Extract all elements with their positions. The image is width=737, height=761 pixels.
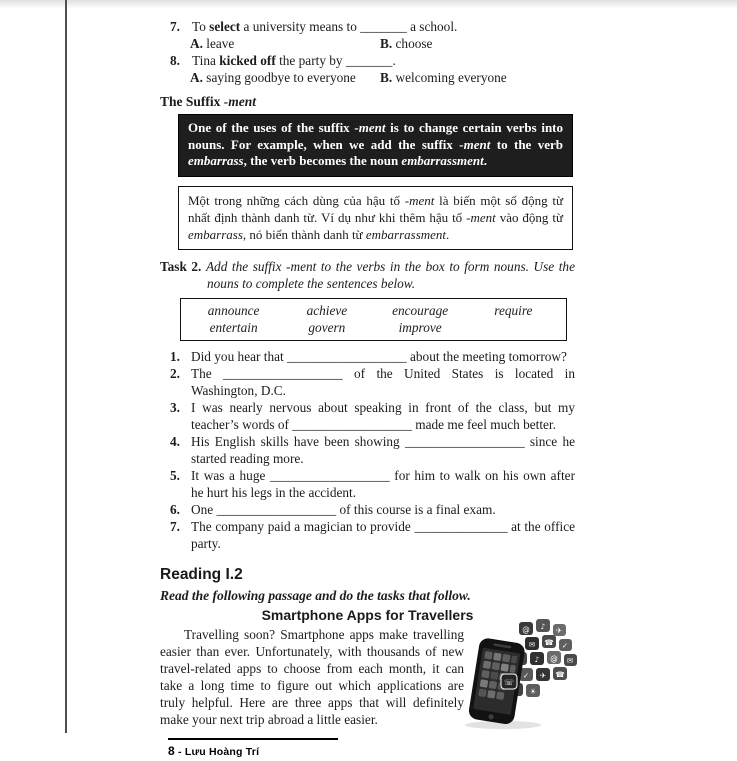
svg-text:☀: ☀ [529,686,537,696]
exercise-questions [160,18,575,86]
svg-text:✓: ✓ [561,640,569,650]
option-label: A. [190,70,203,85]
rule-box-english: One of the uses of the suffix -ment is to change certain verbs into nouns. For example, when we add the suffix -ment to the verb embarrass, the verb becomes the noun embarrassment. [178,114,573,177]
reading-heading: Reading I.2 [160,565,243,583]
reading-instruction: Read the following passage and do the tasks that follow. [160,587,471,603]
sentence-item [170,501,575,518]
sentence-number: 5. [170,467,180,483]
svg-text:@: @ [550,653,558,663]
sentence-item [170,399,575,433]
svg-text:✉: ✉ [528,639,536,649]
svg-text:✈: ✈ [555,625,563,635]
option-b [380,35,432,52]
option-text: welcoming everyone [395,70,507,85]
svg-text:☎: ☎ [555,669,565,679]
option-text: choose [395,36,433,51]
footer-author: Lưu Hoàng Trí [184,745,260,758]
task2-section [160,258,575,552]
question-number: 8. [170,53,180,68]
smartphone-apps-illustration [457,616,589,732]
sentence-item [170,518,575,552]
svg-text:@: @ [522,624,530,634]
rule-box-vietnamese: Một trong những cách dùng của hậu tố -ment là biến một số động từ nhất định thành danh từ. Ví dụ như khi thêm hậu tố -ment vào động từ embarrass, nó biến thành danh từ embarrassment. [178,186,573,250]
svg-text:✓: ✓ [522,670,530,680]
sentence-number: 4. [170,433,180,449]
question-8-options [160,69,575,86]
svg-text:✉: ✉ [566,655,574,665]
page-number: 8 [168,743,175,758]
sentence-text: I was nearly nervous about speaking in front of the class, but my teacher’s words of __________________ made me feel much better. [191,399,575,432]
question-number: 7. [170,19,180,34]
svg-text:♪: ♪ [534,654,540,664]
verb-word: govern [308,319,346,335]
sentence-item [170,467,575,501]
reading-section [160,566,575,728]
option-text: saying goodbye to everyone [206,70,356,85]
question-8 [170,52,575,69]
passage-container [160,621,575,728]
sentence-item [170,348,575,365]
page-footer [168,743,575,761]
suffix-heading: The Suffix -ment [160,94,257,109]
footer-separator: - [178,745,182,758]
verb-word: improve [398,319,442,335]
passage-title: Smartphone Apps for Travellers [261,606,474,623]
sentence-text: The company paid a magician to provide ______________ at the office party. [191,518,575,551]
option-label: B. [380,70,393,85]
sentence-number: 2. [170,365,180,381]
option-b [380,69,507,86]
verb-word: announce [207,302,260,318]
verb-word: achieve [306,302,348,318]
svg-text:☎: ☎ [544,637,554,647]
suffix-section [160,93,575,250]
sentence-text: It was a huge __________________ for him to walk on his own after he hurt his legs in the accident. [191,467,575,500]
verb-word: entertain [209,319,258,335]
question-7 [170,18,575,35]
verb-word-empty [467,319,560,336]
scan-shadow-top [0,0,737,9]
sentence-text: Did you hear that __________________ about the meeting tomorrow? [191,348,567,364]
page-edge-line [65,0,67,733]
sentence-text: One __________________ of this course is a final exam. [191,501,496,517]
verb-word: require [494,302,533,318]
sentence-number: 7. [170,518,180,534]
option-label: A. [190,36,203,51]
svg-text:☏: ☏ [503,677,515,687]
option-label: B. [380,36,393,51]
sentence-number: 1. [170,348,180,364]
svg-text:♪: ♪ [540,621,546,631]
svg-text:✈: ✈ [539,670,547,680]
page-content [160,18,575,761]
sentence-item [170,433,575,467]
verb-word: encourage [392,302,449,318]
question-stem: To select a university means to _______ a school. [192,19,458,34]
option-text: leave [206,36,235,51]
question-7-options [160,35,575,52]
sentence-number: 3. [170,399,180,415]
task2-instruction: Task 2. Add the suffix -ment to the verbs in the box to form nouns. Use the nouns to complete the sentences below. [160,258,575,291]
sentence-number: 6. [170,501,180,517]
verb-row-2 [187,319,560,336]
verb-row-1 [187,302,560,319]
question-stem: Tina kicked off the party by _______. [192,53,396,68]
sentence-text: The __________________ of the United States is located in Washington, D.C. [191,365,575,398]
footer-rule [168,738,338,740]
sentence-list [160,348,575,552]
option-a [190,35,380,52]
passage-text: Travelling soon? Smartphone apps make travelling easier than ever. Unfortunately, with thousands of new travel-related apps to choose from each month, it can take a long time to figure out which applications are truly helpful. Here are three apps that will definitely make your next trip abroad a little easier. [160,626,464,727]
sentence-item [170,365,575,399]
sentence-text: His English skills have been showing __________________ since he started reading more. [191,433,575,466]
verb-word-box [180,298,567,341]
option-a [190,69,380,86]
